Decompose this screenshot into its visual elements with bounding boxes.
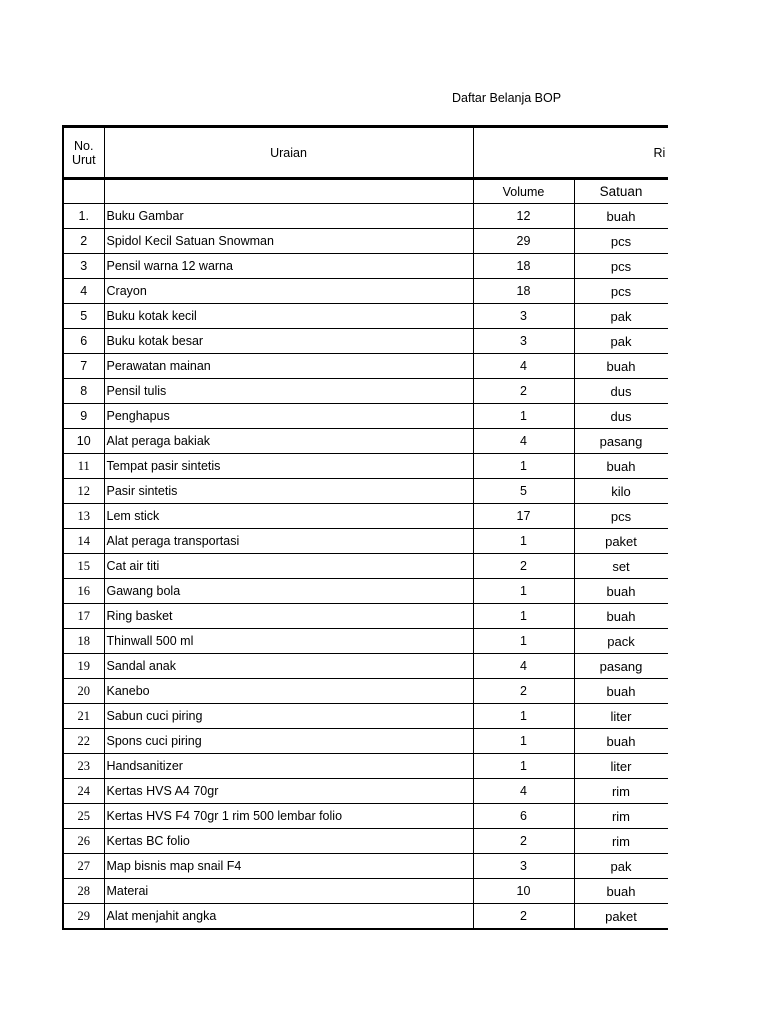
table-row: [63, 329, 668, 354]
row-volume: 1: [473, 579, 574, 604]
subheader-satuan: Satuan: [574, 179, 668, 204]
row-uraian: Gawang bola: [104, 579, 473, 604]
row-volume: 2: [473, 679, 574, 704]
row-no: 2: [63, 229, 104, 254]
header-no-line1: No.: [74, 138, 94, 153]
subheader-uraian-blank: [104, 179, 473, 204]
row-no: 7: [63, 354, 104, 379]
row-satuan: buah: [574, 679, 668, 704]
row-no: 5: [63, 304, 104, 329]
row-volume: 29: [473, 229, 574, 254]
row-satuan: pak: [574, 304, 668, 329]
row-uraian: Buku Gambar: [104, 204, 473, 229]
row-volume: 18: [473, 254, 574, 279]
row-satuan: buah: [574, 604, 668, 629]
row-no: 21: [63, 704, 104, 729]
row-no: 9: [63, 404, 104, 429]
row-uraian: Pensil tulis: [104, 379, 473, 404]
table-row: [63, 479, 668, 504]
row-volume: 1: [473, 454, 574, 479]
row-uraian: Sabun cuci piring: [104, 704, 473, 729]
row-uraian: Kertas HVS F4 70gr 1 rim 500 lembar folio: [104, 804, 473, 829]
row-no: 6: [63, 329, 104, 354]
row-no: 20: [63, 679, 104, 704]
row-no: 11: [63, 454, 104, 479]
header-uraian: Uraian: [104, 127, 473, 179]
table-row: [63, 804, 668, 829]
table-row: [63, 429, 668, 454]
row-volume: 12: [473, 204, 574, 229]
row-uraian: Tempat pasir sintetis: [104, 454, 473, 479]
row-no: 12: [63, 479, 104, 504]
row-uraian: Penghapus: [104, 404, 473, 429]
table-row: [63, 304, 668, 329]
row-satuan: rim: [574, 804, 668, 829]
row-satuan: paket: [574, 904, 668, 930]
row-volume: 6: [473, 804, 574, 829]
row-volume: 1: [473, 629, 574, 654]
subheader-no-blank: [63, 179, 104, 204]
table-row: [63, 579, 668, 604]
row-volume: 4: [473, 654, 574, 679]
table-row: [63, 754, 668, 779]
row-no: 3: [63, 254, 104, 279]
row-no: 8: [63, 379, 104, 404]
table-row: [63, 729, 668, 754]
row-uraian: Lem stick: [104, 504, 473, 529]
row-no: 24: [63, 779, 104, 804]
table-row: [63, 779, 668, 804]
row-volume: 1: [473, 754, 574, 779]
row-volume: 4: [473, 779, 574, 804]
row-volume: 10: [473, 879, 574, 904]
row-volume: 17: [473, 504, 574, 529]
document-title: Daftar Belanja BOP: [452, 91, 562, 105]
row-satuan: buah: [574, 354, 668, 379]
row-no: 26: [63, 829, 104, 854]
row-no: 25: [63, 804, 104, 829]
row-satuan: buah: [574, 204, 668, 229]
row-uraian: Alat peraga bakiak: [104, 429, 473, 454]
table-row: [63, 404, 668, 429]
table-row: [63, 679, 668, 704]
row-uraian: Spons cuci piring: [104, 729, 473, 754]
table-row: [63, 604, 668, 629]
row-satuan: pack: [574, 629, 668, 654]
row-volume: 3: [473, 304, 574, 329]
row-uraian: Crayon: [104, 279, 473, 304]
row-uraian: Perawatan mainan: [104, 354, 473, 379]
row-satuan: buah: [574, 729, 668, 754]
table-row: [63, 904, 668, 930]
row-satuan: rim: [574, 829, 668, 854]
table-row: [63, 354, 668, 379]
table-row: [63, 854, 668, 879]
row-uraian: Map bisnis map snail F4: [104, 854, 473, 879]
row-volume: 1: [473, 704, 574, 729]
row-satuan: pak: [574, 329, 668, 354]
row-satuan: pcs: [574, 504, 668, 529]
table-row: [63, 279, 668, 304]
row-no: 13: [63, 504, 104, 529]
table-row: [63, 554, 668, 579]
table-row: [63, 654, 668, 679]
subheader-volume: Volume: [473, 179, 574, 204]
table-row: [63, 829, 668, 854]
table-row: [63, 529, 668, 554]
row-satuan: set: [574, 554, 668, 579]
row-uraian: Cat air titi: [104, 554, 473, 579]
row-volume: 4: [473, 354, 574, 379]
table-row: [63, 204, 668, 229]
row-satuan: pcs: [574, 279, 668, 304]
table-row: [63, 704, 668, 729]
row-volume: 3: [473, 329, 574, 354]
row-no: 15: [63, 554, 104, 579]
row-no: 27: [63, 854, 104, 879]
row-uraian: Alat menjahit angka: [104, 904, 473, 930]
row-no: 17: [63, 604, 104, 629]
row-satuan: buah: [574, 454, 668, 479]
row-uraian: Sandal anak: [104, 654, 473, 679]
row-satuan: liter: [574, 704, 668, 729]
row-no: 10: [63, 429, 104, 454]
row-satuan: buah: [574, 879, 668, 904]
row-satuan: pcs: [574, 229, 668, 254]
row-satuan: pak: [574, 854, 668, 879]
table-row: [63, 254, 668, 279]
row-uraian: Buku kotak besar: [104, 329, 473, 354]
row-satuan: buah: [574, 579, 668, 604]
table-row: [63, 504, 668, 529]
shopping-list-table: [62, 125, 668, 930]
row-volume: 1: [473, 729, 574, 754]
header-rincian: Ri: [473, 127, 668, 179]
row-no: 19: [63, 654, 104, 679]
row-uraian: Alat peraga transportasi: [104, 529, 473, 554]
row-volume: 2: [473, 379, 574, 404]
row-satuan: liter: [574, 754, 668, 779]
row-volume: 2: [473, 829, 574, 854]
row-uraian: Pensil warna 12 warna: [104, 254, 473, 279]
row-volume: 2: [473, 554, 574, 579]
row-no: 1.: [63, 204, 104, 229]
row-satuan: pasang: [574, 654, 668, 679]
header-no-line2: Urut: [71, 152, 96, 167]
row-satuan: pcs: [574, 254, 668, 279]
row-satuan: rim: [574, 779, 668, 804]
row-no: 29: [63, 904, 104, 930]
row-volume: 1: [473, 529, 574, 554]
table-row: [63, 379, 668, 404]
table-row: [63, 629, 668, 654]
table-row: [63, 229, 668, 254]
row-uraian: Materai: [104, 879, 473, 904]
row-uraian: Buku kotak kecil: [104, 304, 473, 329]
row-no: 16: [63, 579, 104, 604]
row-uraian: Kanebo: [104, 679, 473, 704]
row-satuan: kilo: [574, 479, 668, 504]
row-volume: 5: [473, 479, 574, 504]
table-row: [63, 454, 668, 479]
row-volume: 4: [473, 429, 574, 454]
row-no: 28: [63, 879, 104, 904]
row-no: 14: [63, 529, 104, 554]
row-no: 23: [63, 754, 104, 779]
row-volume: 1: [473, 604, 574, 629]
row-no: 18: [63, 629, 104, 654]
row-uraian: Kertas HVS A4 70gr: [104, 779, 473, 804]
row-volume: 3: [473, 854, 574, 879]
row-no: 22: [63, 729, 104, 754]
row-volume: 1: [473, 404, 574, 429]
table-header-row: [63, 127, 668, 179]
header-no-urut: [63, 127, 104, 179]
row-uraian: Handsanitizer: [104, 754, 473, 779]
row-uraian: Thinwall 500 ml: [104, 629, 473, 654]
table-subheader-row: [63, 179, 668, 204]
table-row: [63, 879, 668, 904]
row-uraian: Kertas BC folio: [104, 829, 473, 854]
row-uraian: Pasir sintetis: [104, 479, 473, 504]
row-satuan: dus: [574, 379, 668, 404]
row-satuan: dus: [574, 404, 668, 429]
row-uraian: Ring basket: [104, 604, 473, 629]
row-uraian: Spidol Kecil Satuan Snowman: [104, 229, 473, 254]
row-volume: 2: [473, 904, 574, 930]
row-volume: 18: [473, 279, 574, 304]
row-satuan: paket: [574, 529, 668, 554]
row-satuan: pasang: [574, 429, 668, 454]
row-no: 4: [63, 279, 104, 304]
